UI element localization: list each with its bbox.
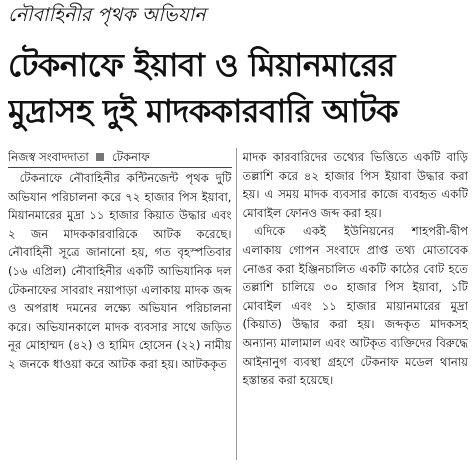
paragraph-right-2: এদিকে একই ইউনিয়নের শাহপরী-দ্বীপ এলাকায় গোপন সংবাদে প্রাপ্ত তথ্য মোতাবেক নোঙর করা ইঞ্জিনচালিত একটি কাঠের বোট হতে তল্লাশি চালিয়ে ৩০ হাজার পিস ইয়াবা, ১টি মোবাইল এবং ১১ হাজার মায়ানমারের মুদ্রা (কিয়াত) উদ্ধার করা হয়। জব্দকৃত মাদকসহ অন্যান্য মালামাল এবং আটকৃত ব্যক্তিদের বিরুদ্ধে আইনানুগ ব্যবস্থা গ্রহণে টেকনাফ মডেল থানায় হস্তান্তর করা হয়েছে। (242, 224, 468, 388)
byline-place: টেকনাফ (112, 150, 150, 164)
right-column (243, 148, 469, 460)
paragraph-right-1: মাদক কারবারিদের তথ্যের ভিত্তিতে একটি বাড়ি তল্লাশি করে ৪২ হাজার পিস ইয়াবা উদ্ধার করা হয়। এ সময় মাদক ব্যবসার কাজে ব্যবহৃত একটি মোবাইল ফোনও জব্দ করা হয়। (242, 150, 468, 220)
article-kicker: নৌবাহিনীর পৃথক অভিযান (8, 4, 206, 26)
headline-line-2: মুদ্রাসহ দুই মাদককারবারি আটক (8, 92, 399, 130)
byline (8, 148, 232, 168)
article-body (8, 148, 468, 460)
headline-line-1: টেকনাফে ইয়াবা ও মিয়ানমারের (8, 46, 396, 84)
left-column (8, 148, 237, 460)
article-headline (8, 42, 470, 134)
square-bullet-icon (96, 153, 104, 161)
byline-reporter: নিজস্ব সংবাদদাতা (8, 150, 89, 164)
paragraph-left: টেকনাফে নৌবাহিনীর কন্টিনজেন্ট পৃথক দুটি অভিযান পরিচালনা করে ৭২ হাজার পিস ইয়াবা, মিয়ানমারের মুদ্রা ১১ হাজার কিয়াত উদ্ধার এবং ২ জন মাদককারবারিকে আটক করেছে। নৌবাহিনী সূত্রে জানানো হয়, গত বৃহস্পতিবার (১৬ এপ্রিল) নৌবাহিনীর একটি আভিযানিক দল টেকনাফের সাবরাং নয়াপাড়া এলাকায় মাদক জব্দ ও অপরাধ দমনের লক্ষ্যে অভিযান পরিচালনা করে। অভিযানকালে মাদক ব্যবসার সাথে জড়িত নূর মোহাম্মদ (৪২) ও হামিদ হোসেন (২২) নামীয় ২ জনকে ধাওয়া করে আটক করা হয়। আটককৃত (8, 171, 232, 371)
